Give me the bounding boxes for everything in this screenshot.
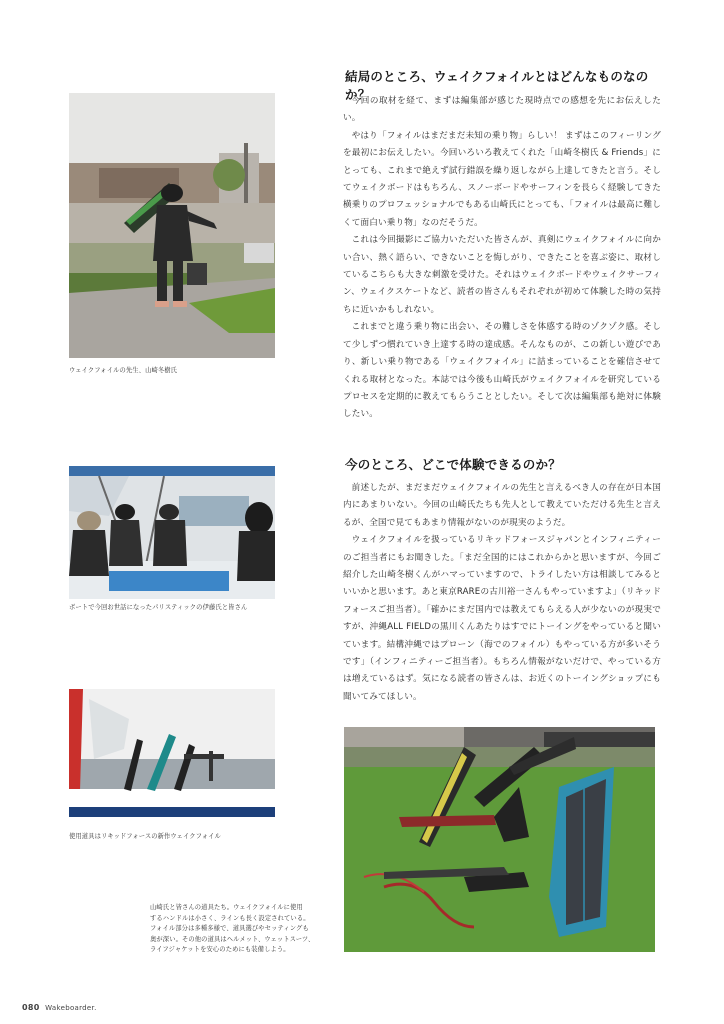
section-heading-where-to-try: 今のところ、どこで体験できるのか？	[345, 457, 561, 472]
caption-gear-detail-line: フォイル部分は多種多様で、道具選びやセッティングも	[150, 925, 309, 932]
photo-boat-crew	[69, 466, 275, 599]
photo-foil-gear-boat	[69, 689, 275, 825]
paragraph: やはり「フォイルはまだまだ未知の乗り物」らしい！ まずはこのフィーリングを最初にお伝えしたい。今回いろいろ教えてくれた「山崎冬樹氏 & Friends」にとっても、これまで絶えず試行錯誤を繰り返しながら上達してきたと言う。そしてウェイクボードはもちろん、スノーボードやサーフィンを長らく経験してきた横乗りのプロフェッショナルでもある山崎氏にとっても、「フォイルは最高に難しくて面白い乗り物」なのだそうだ。	[343, 130, 661, 228]
photo-instructor	[69, 93, 275, 358]
page-number: 080	[22, 1003, 40, 1012]
caption-gear: 使用道具はリキッドフォースの新作ウェイクフォイル	[69, 833, 221, 840]
caption-instructor: ウェイクフォイルの先生、山崎冬樹氏	[69, 367, 178, 374]
paragraph: 今回の取材を経て、まずは編集部が感じた現時点での感想を先にお伝えしたい。	[343, 96, 661, 124]
paragraph: 前述したが、まだまだウェイクフォイルの先生と言えるべき人の存在が日本国内にあまりいない。今回の山崎氏たちも先人として教えていただける先生と言えるが、全国で見てもあまり情報がないのが現実のようだ。	[343, 483, 661, 528]
paragraph: これは今回撮影にご協力いただいた皆さんが、真剣にウェイクフォイルに向かい合い、熱く語らい、できないことを悔しがり、できたことを喜ぶ姿に、取材しているこちらも大きな刺激を受けた。それはウェイクボードやウェイクサーフィン、ウェイクスケートなど、読者の皆さんもそれぞれが初めて体験した時の気持ちに近いかもしれない。	[343, 235, 661, 315]
caption-gear-detail-line: 奥が深い。その他の道具はヘルメット、ウェットスーツ、	[150, 935, 315, 943]
section-heading-what-is-wakefoil: 結局のところ、ウェイクフォイルとはどんなものなのか？	[345, 69, 649, 102]
paragraph: ウェイクフォイルを扱っているリキッドフォースジャパンとインフィニティーのご担当者にもお聞きした。「まだ全国的にはこれからかと思いますが、今回ご紹介した山崎冬樹くんがハマっていますので、トライしたい方は相談してみるといいかと思います。あと東京RAREの古川裕一さんもやっていますよ」（リキッドフォースご担当者）。「確かにまだ国内では教えてもらえる人が少ないのが現実ですが、沖縄ALL FIELDの黒川くんあたりはすでにトーイングをやっていると聞いています。結構沖縄ではプローン（海でのフォイル）もやっている方が多いそうです」（インフィニティーご担当者）。もちろん情報がないだけで、やっている方は増えているはず。気になる読者の皆さんは、お近くのトーイングショップにも聞いてみてほしい。	[343, 535, 661, 702]
photo-boards-lawn	[344, 727, 655, 952]
paragraph: これまでと違う乗り物に出会い、その難しさを体感する時のゾクゾク感。そして少しずつ慣れていき上達する時の達成感。そんなものが、この新しい遊びであり、新しい乗り物である「ウェイクフォイル」に詰まっていることを確信させてくれる取材となった。本誌では今後も山崎氏がウェイクフォイルを研究しているプロセスを定期的に教えてもらうこととしたい。そして次は編集部も絶対に体験したい。	[343, 322, 661, 420]
page-footer	[22, 1003, 97, 1012]
caption-gear-detail-line: 山崎氏と皆さんの道具たち。ウェイクフォイルに使用	[150, 904, 303, 911]
magazine-name: Wakeboarder.	[45, 1004, 97, 1012]
caption-boat: ボートで今回お世話になったパリスティックの伊藤氏と皆さん	[69, 604, 248, 611]
section-body-what-is-wakefoil	[343, 93, 661, 424]
caption-gear-detail-line: ライフジャケットを安心のためにも装備しよう。	[150, 946, 290, 953]
caption-gear-detail	[150, 903, 340, 956]
section-body-where-to-try	[343, 480, 661, 706]
caption-gear-detail-line: するハンドルは小さく、ラインも長く設定されている。	[150, 914, 310, 922]
